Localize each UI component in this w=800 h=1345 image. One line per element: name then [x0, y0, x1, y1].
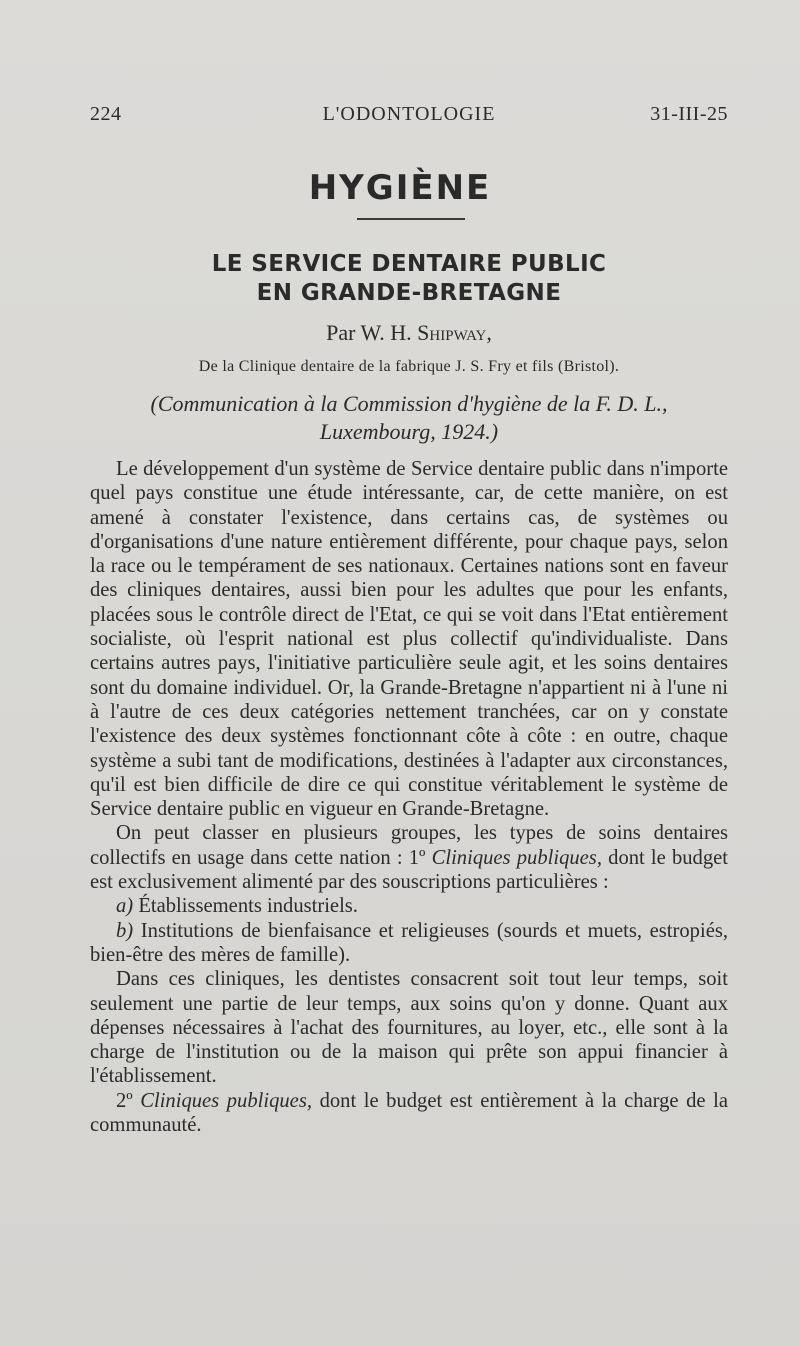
- article-title-line-1: LE SERVICE DENTAIRE PUBLIC: [211, 251, 607, 277]
- paragraph-4: [90, 1089, 728, 1138]
- list-item-b-text: Institutions de bienfaisance et religieuses (sourds et muets, estropiés, bien-être des mères de famille).: [90, 919, 728, 966]
- paragraph-3: Dans ces cliniques, les dentistes consacrent soit tout leur temps, soit seulement une partie de leur temps, aux soins qu'on y donne. Quant aux dépenses nécessaires à l'achat des fournitures, au loyer, etc., elle sont à la charge de l'institution ou de la maison qui prête son appui financier à l'établissement.: [90, 968, 728, 1088]
- paragraph-2-lead: On peut classer en plusieurs groupes, les types de soins dentaires collectifs en usage dans cette nation : 1º: [90, 822, 728, 869]
- section-title: HYGIÈNE: [308, 168, 492, 208]
- byline-author: Shipway,: [417, 320, 492, 345]
- paragraph-2-italic: Cliniques publiques,: [431, 846, 602, 869]
- article-title: [90, 250, 728, 308]
- journal-name: L'ODONTOLOGIE: [322, 103, 496, 125]
- communication-note: [90, 390, 728, 446]
- list-item-a-text: Établissements industriels.: [138, 895, 358, 918]
- paragraph-4-tail: dont le budget est entièrement à la charge de la communauté.: [90, 1089, 728, 1137]
- page-number: 224: [90, 103, 122, 125]
- paragraph-4-italic: Cliniques publiques,: [140, 1089, 312, 1112]
- list-item-b: [90, 919, 728, 968]
- communication-line-1: (Communication à la Commission d'hygiène de la F. D. L.,: [150, 391, 668, 416]
- article-body: [90, 457, 728, 1137]
- paragraph-1: Le développement d'un système de Service dentaire public dans n'importe quel pays constitue une étude intéressante, car, de cette manière, on est amené à constater l'existence, dans certains cas, de systèmes ou d'organisations d'une nature entièrement différente, pour chaque pays, selon la race ou le tempérament de ses nationaux. Certaines nations sont en faveur des cliniques dentaires, aussi bien pour les adultes que pour les enfants, placées sous le contrôle direct de l'Etat, ce qui se voit dans l'Etat entièrement socialiste, où l'esprit national est plus collectif qu'individualiste. Dans certains autres pays, l'initiative particulière seule agit, et les soins dentaires sont du domaine individuel. Or, la Grande-Bretagne n'appartient ni à l'une ni à l'autre de ces deux catégories nettement tranchées, car on y constate l'existence des deux systèmes fonctionnant côte à côte : en outre, chaque système a subi tant de modifications, destinées à l'adapter aux circonstances, qu'il est bien difficile de dire ce qui constitue véritablement le système de Service dentaire public en vigueur en Grande-Bretagne.: [90, 458, 728, 821]
- byline: [90, 320, 728, 346]
- byline-prefix: Par W. H.: [326, 320, 412, 345]
- list-item-b-marker: b): [116, 919, 134, 942]
- paragraph-2: [90, 821, 728, 894]
- paragraph-4-lead: 2º: [116, 1089, 133, 1112]
- list-item-a-marker: a): [116, 895, 134, 918]
- article-title-line-2: EN GRANDE-BRETAGNE: [256, 280, 562, 306]
- paragraph-2-tail: dont le budget est exclusivement alimenté par des souscriptions particulières :: [90, 846, 728, 894]
- list-item-a: [90, 894, 728, 918]
- communication-line-2: Luxembourg, 1924.): [319, 419, 499, 444]
- title-divider: [357, 218, 465, 220]
- issue-date: 31-III-25: [650, 103, 728, 125]
- author-affiliation: De la Clinique dentaire de la fabrique J. S. Fry et fils (Bristol).: [198, 358, 620, 375]
